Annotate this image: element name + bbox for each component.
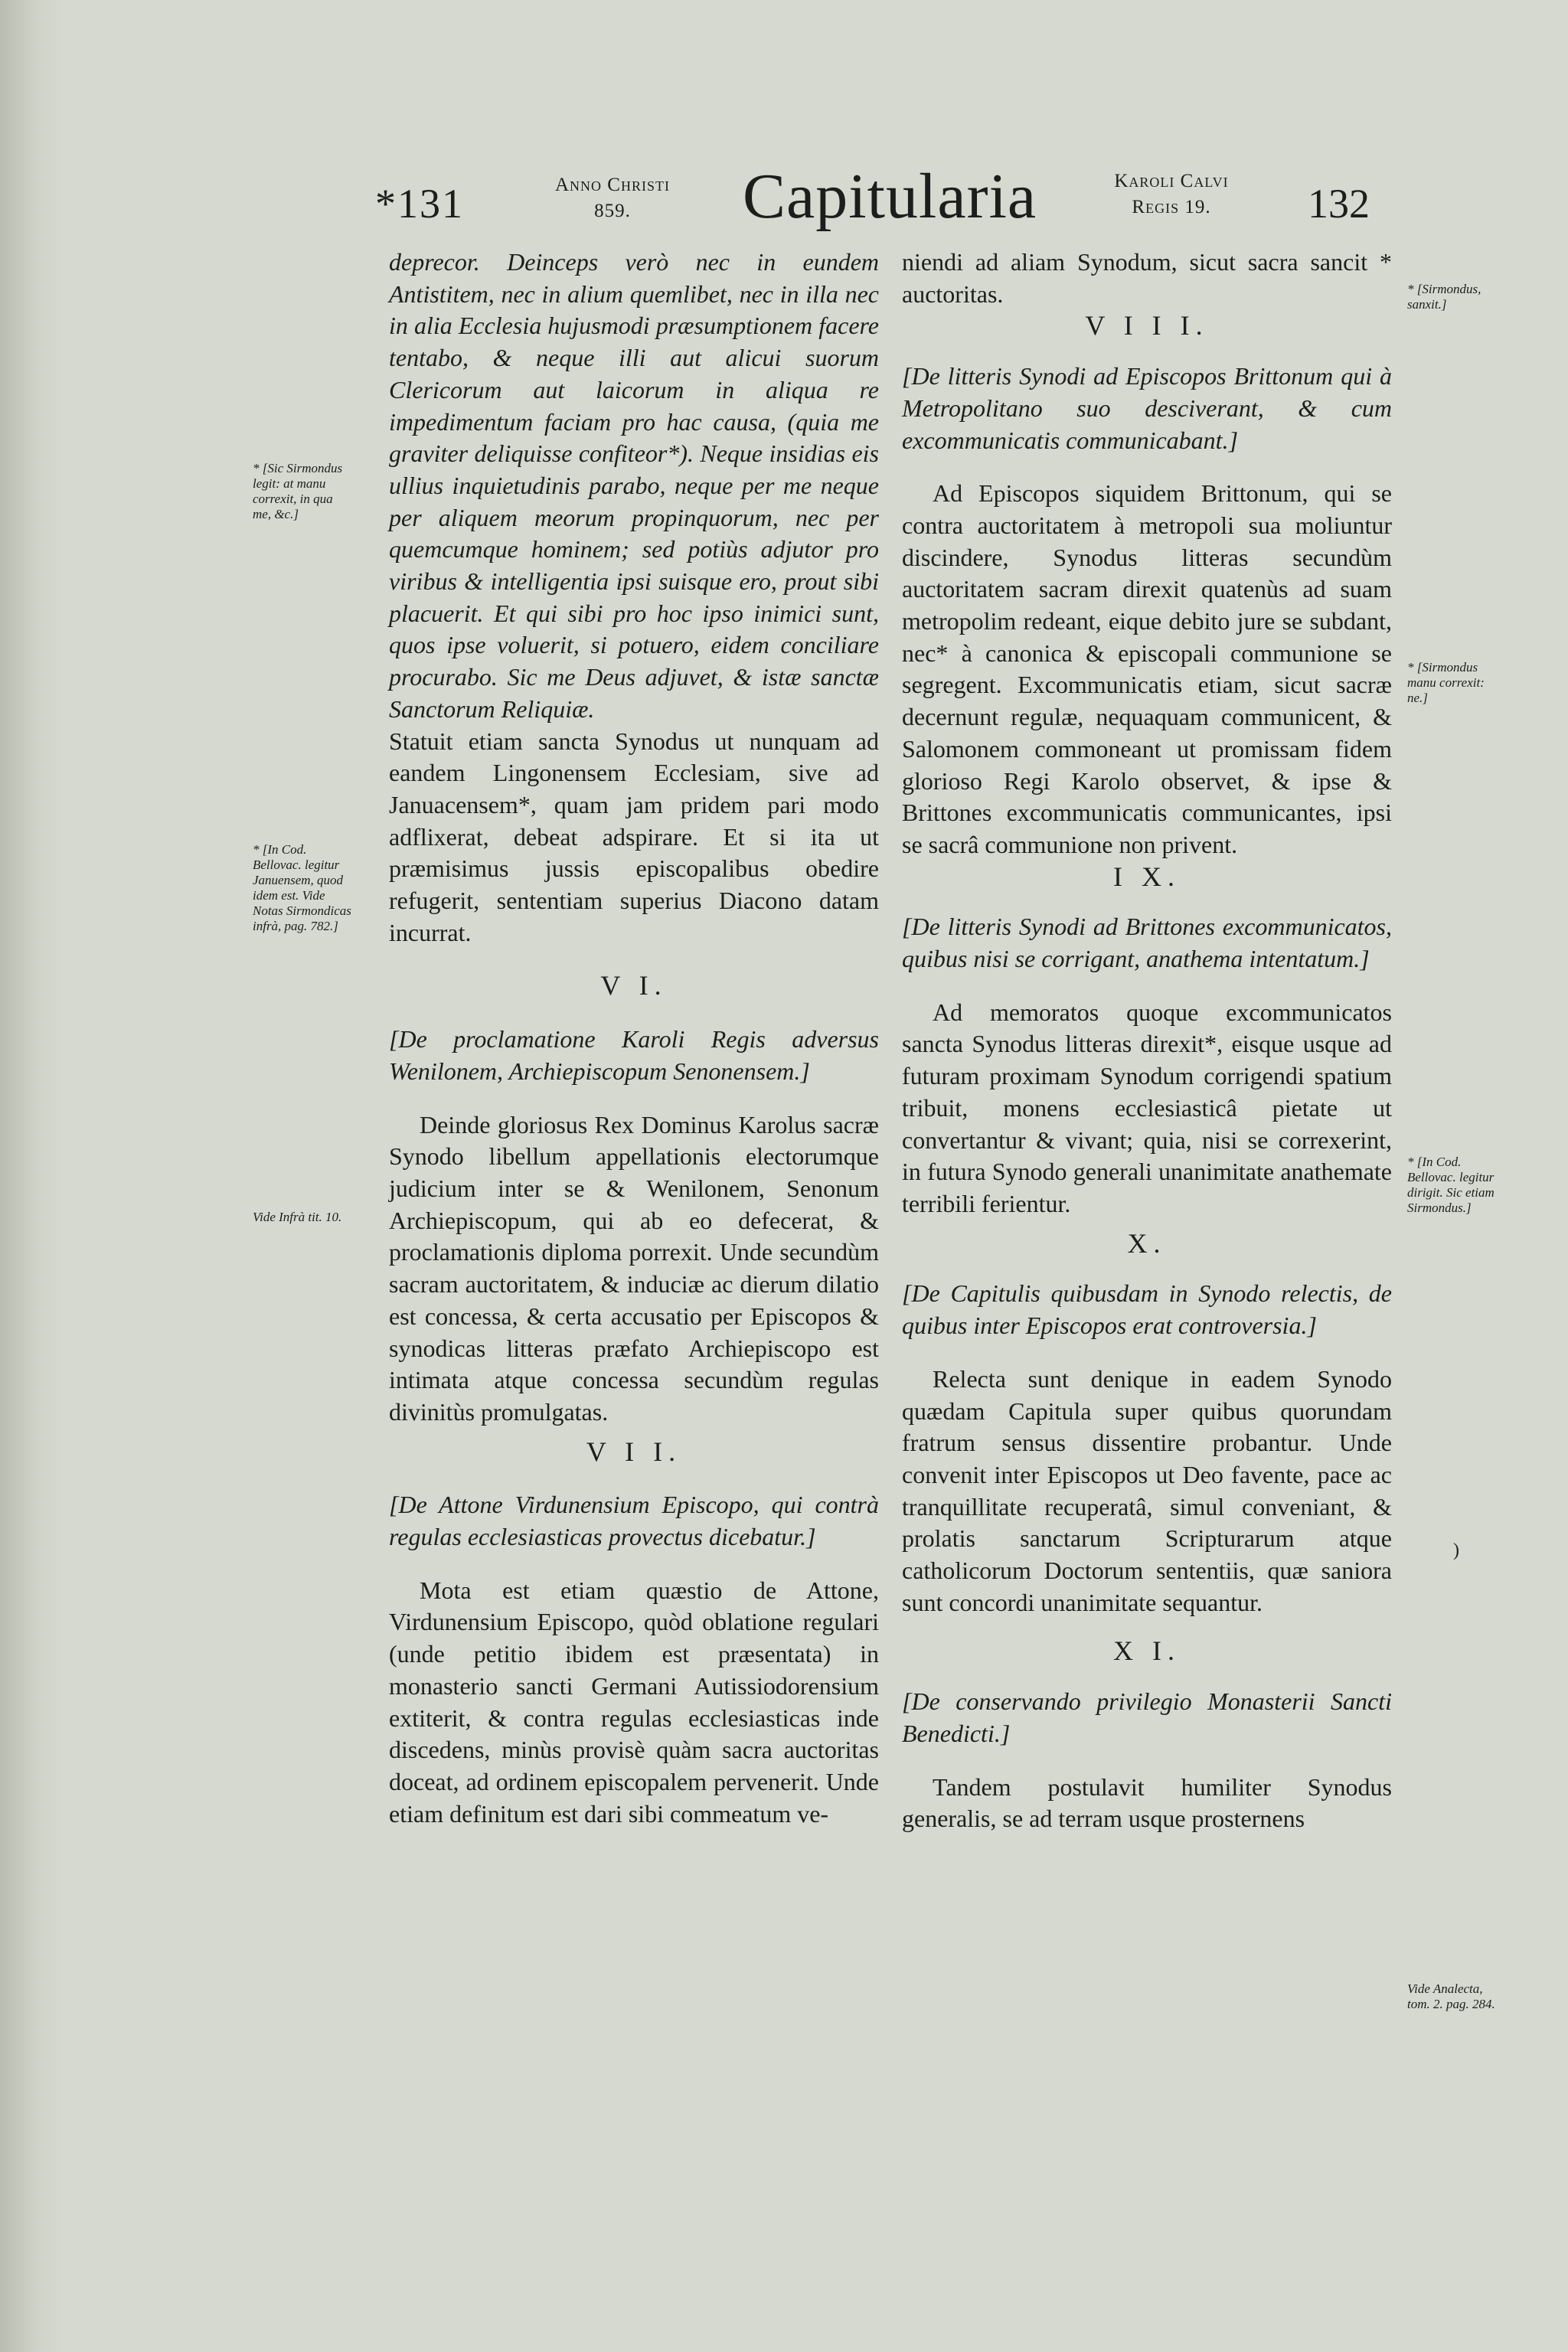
- left-column: [389, 247, 879, 1830]
- page-number-right: 132: [1308, 181, 1370, 227]
- margin-note: Vide Analecta, tom. 2. pag. 284.: [1407, 1981, 1495, 2011]
- anno-line1: Anno Christi: [555, 175, 670, 195]
- running-head-reign: [1080, 168, 1263, 220]
- chapter-heading: X.: [1127, 1227, 1167, 1259]
- oath-text: deprecor. Deinceps verò nec in eundem Antistitem, nec in alium quemlibet, nec in illa nec in alia Ecclesia hujusmodi præsumptionem facere tentabo, & neque illi aut alicui suorum Clericorum aut laicorum in aliqua re impedimentum faciam pro hac causa, (quia me graviter deliquisse confiteor*). Neque insidias eis ullius inquietudinis parabo, neque per me neque per aliquem meorum propinquorum, nec per quemcumque hominem; sed potiùs adjutor pro viribus & intelligentia ipsi suisque ero, prout sibi placuerit. Et qui sibi pro hoc ipso inimici sunt, quos ipse voluerit, si potuero, eidem conciliare procurabo. Sic me Deus adjuvet, & istæ sanctæ Sanctorum Reliquiæ.: [389, 248, 879, 723]
- right-column: [902, 247, 1392, 1835]
- chapter-rubric: [De Attone Virdunensium Episcopo, qui contrà regulas ecclesiasticas provectus dicebatur.]: [389, 1491, 879, 1551]
- anno-line2: 859.: [594, 201, 631, 221]
- page-number-left: *131: [375, 181, 464, 227]
- chapter-rubric: [De Capitulis quibusdam in Synodo relectis, de quibus inter Episcopos erat controversia.]: [902, 1279, 1392, 1340]
- margin-note: Vide Infrà tit. 10.: [253, 1210, 342, 1224]
- paragraph: Tandem postulavit humiliter Synodus generalis, se ad terram usque prosternens: [902, 1772, 1392, 1833]
- running-head-date: [528, 172, 697, 224]
- margin-note: * [Sic Sirmondus legit: at manu correxit, in qua me, &c.]: [253, 461, 343, 521]
- chapter-rubric: [De litteris Synodi ad Brittones excommunicatos, quibus nisi se corrigant, anathema intentatum.]: [902, 913, 1392, 973]
- margin-note: * [Sirmondus, sanxit.]: [1407, 282, 1481, 312]
- paragraph: Deinde gloriosus Rex Dominus Karolus sacræ Synodo libellum appellationis electorumque judicium inter se & Wenilonem, Senonum Archiepiscopum, qui ab eo defecerat, & proclamationis diploma porrexit. Unde secundùm sacram auctoritatem, & induciæ ac dierum dilatio est concessa, & certa accusatio per Episcopos & synodicas litteras præfato Archiepiscopo est intimata atque concessa secundùm regulas divinitùs promulgatas.: [389, 1110, 879, 1426]
- karoli-line2: Regis 19.: [1132, 197, 1211, 217]
- paragraph: niendi ad aliam Synodum, sicut sacra sancit * auctoritas.: [902, 248, 1392, 308]
- chapter-heading: X I.: [1113, 1635, 1181, 1667]
- paragraph: Statuit etiam sancta Synodus ut nunquam ad eandem Lingonensem Ecclesiam, sive ad Januacensem*, quam jam pridem pari modo adflixerat, debeat adspirare. Et si ita ut præmisimus jussis episcopalibus obedire refugerit, sententiam superius Diacono datam incurrat.: [389, 727, 879, 946]
- stray-mark: ): [1453, 1540, 1459, 1560]
- paragraph: Ad Episcopos siquidem Brittonum, qui se contra auctoritatem à metropoli sua moliuntur discindere, Synodus litteras secundùm auctoritatem sacram direxit quatenùs ad suam metropolim redeant, eique debito jure se subdant, nec* à canonica & episcopali communione se segregent. Excommunicatis etiam, sicut sacræ decernunt regulæ, nequaquam communicent, & Salomonem commoneant ut promissam fidem glorioso Regi Karolo observet, & ipse & Brittones excommunicatis communicantes, ipsi se sacrâ communione non privent.: [902, 479, 1392, 858]
- chapter-heading: V I.: [600, 970, 668, 1001]
- chapter-heading: V I I.: [586, 1436, 682, 1467]
- paragraph: Relecta sunt denique in eadem Synodo quædam Capitula super quibus quorundam fratrum sensus dissentire probantur. Unde convenit inter Episcopos ut Deo favente, pace ac tranquillitate recuperatâ, simul conveniant, & prolatis sanctarum Scripturarum atque catholicorum Doctorum sententiis, quæ saniora sunt concordi unanimitate sequantur.: [902, 1364, 1392, 1616]
- margin-note: * [In Cod. Bellovac. legitur Januensem, quod idem est. Vide Notas Sirmondicas infrà, pag. 782.]: [253, 842, 351, 933]
- chapter-heading: I X.: [1113, 861, 1181, 892]
- margin-note: * [In Cod. Bellovac. legitur dirigit. Sic etiam Sirmondus.]: [1407, 1155, 1494, 1215]
- karoli-line1: Karoli Calvi: [1114, 171, 1229, 191]
- margin-note: * [Sirmondus manu correxit: ne.]: [1407, 660, 1485, 705]
- paragraph: Ad memoratos quoque excommunicatos sancta Synodus litteras direxit*, eisque usque ad futuram proximam Synodum corrigendi spatium tribuit, monens ecclesiasticâ pietate ut convertantur & vivant; quia, nisi se correxerint, in futura Synodo generali unanimitate anathemate terribili ferientur.: [902, 998, 1392, 1217]
- chapter-rubric: [De conservando privilegio Monasterii Sancti Benedicti.]: [902, 1687, 1392, 1747]
- chapter-heading: V I I I.: [1085, 310, 1209, 341]
- chapter-rubric: [De litteris Synodi ad Episcopos Brittonum qui à Metropolitano suo desciverant, & cum excommunicatis communicabant.]: [902, 362, 1392, 454]
- paragraph: Mota est etiam quæstio de Attone, Virdunensium Episcopo, quòd oblatione regulari (unde petitio ibidem est præsentata) in monasterio sancti Germani Autissiodorensium extiterit, & contra regulas ecclesiasticas inde discedens, minùs provisè quàm sacra auctoritas doceat, ad ordinem episcopalem pervenerit. Unde etiam definitum est dari sibi commeatum ve-: [389, 1576, 879, 1828]
- chapter-rubric: [De proclamatione Karoli Regis adversus Wenilonem, Archiepiscopum Senonensem.]: [389, 1025, 879, 1085]
- running-title: Capitularia: [743, 161, 1037, 232]
